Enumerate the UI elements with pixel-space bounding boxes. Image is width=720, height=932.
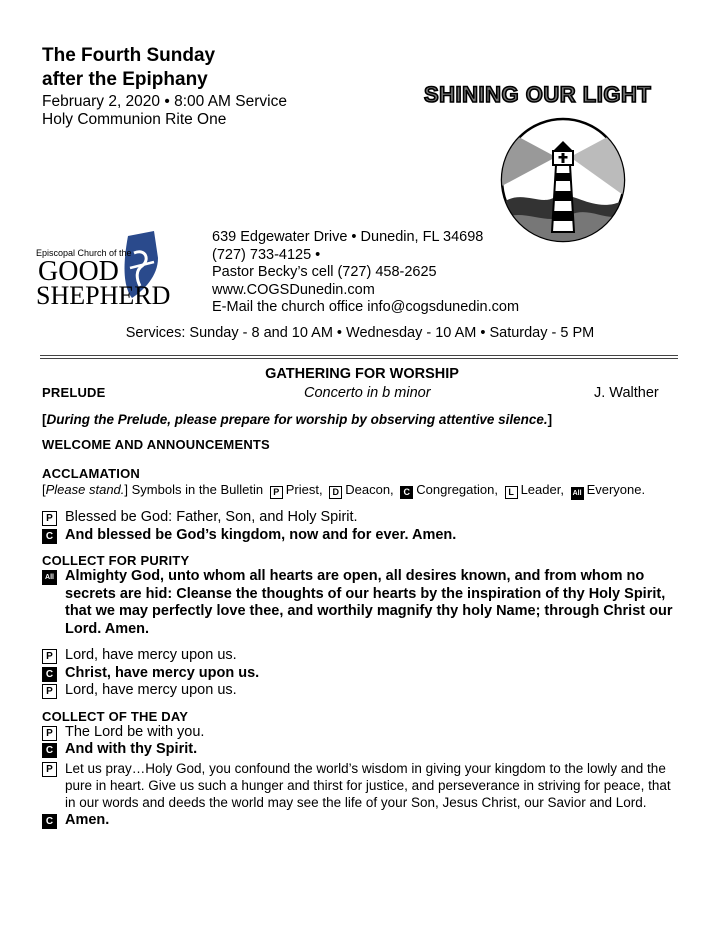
divider	[40, 355, 678, 359]
church-phone: (727) 733-4125 •	[212, 246, 321, 263]
deacon-symbol-icon: D	[329, 486, 342, 499]
symbol-legend: [Please stand.] Symbols in the Bulletin P Priest, D Deacon, C Congregation, L Leader, All Everyone.	[42, 481, 682, 500]
priest-symbol-icon: P	[42, 511, 57, 526]
priest-symbol-icon: P	[42, 684, 57, 699]
collect-day-amen: C Amen.	[42, 812, 682, 830]
priest-symbol-icon: P	[42, 762, 57, 777]
collect-day-line: P The Lord be with you.	[42, 724, 682, 742]
service-rite: Holy Communion Rite One	[42, 111, 227, 128]
kyrie-line: C Christ, have mercy upon us.	[42, 665, 682, 683]
service-date: February 2, 2020 • 8:00 AM Service	[42, 93, 287, 110]
congregation-symbol-icon: C	[42, 667, 57, 682]
congregation-symbol-icon: C	[42, 743, 57, 758]
prelude-label: PRELUDE	[42, 385, 106, 400]
prelude-note: [During the Prelude, please prepare for worship by observing attentive silence.]	[42, 412, 553, 427]
church-address: 639 Edgewater Drive • Dunedin, FL 34698	[212, 229, 484, 245]
acclamation-heading: ACCLAMATION	[42, 466, 140, 481]
priest-symbol-icon: P	[270, 486, 283, 499]
bulletin-body	[42, 366, 682, 829]
congregation-symbol-icon: C	[400, 486, 413, 499]
pastor-cell: Pastor Becky’s cell (727) 458-2625	[212, 264, 437, 280]
website-link[interactable]: www.COGSDunedin.com	[212, 281, 375, 298]
leader-symbol-icon: L	[505, 486, 518, 499]
section-title: GATHERING FOR WORSHIP	[265, 366, 459, 382]
congregation-symbol-icon: C	[42, 529, 57, 544]
acclamation-line: C And blessed be God’s kingdom, now and for ever. Amen.	[42, 527, 682, 545]
logo-small-text: Episcopal Church of the	[36, 248, 132, 258]
collect-purity-text: All Almighty God, unto whom all hearts are open, all desires known, and from whom no secrets are hid: Cleanse the thoughts of our hearts by the inspiration of thy Holy Spirit, that we may perfectly love thee, and worthily magnify thy holy Name; through Christ our Lord. Amen.	[42, 568, 682, 638]
collect-day-heading: COLLECT OF THE DAY	[42, 708, 189, 724]
contact-block	[212, 229, 519, 317]
service-info	[42, 93, 287, 129]
acclamation-lines	[42, 509, 682, 544]
kyrie-line: P Lord, have mercy upon us.	[42, 647, 682, 665]
welcome-heading: WELCOME AND ANNOUNCEMENTS	[42, 437, 270, 452]
logo-good-text: GOOD	[38, 256, 119, 287]
page-title: The Fourth Sunday after the Epiphany	[42, 45, 216, 90]
collect-purity-heading: COLLECT FOR PURITY	[42, 553, 190, 568]
logo-shepherd-text: SHEPHERD	[36, 281, 171, 308]
services-line: Services: Sunday - 8 and 10 AM • Wednesday - 10 AM • Saturday - 5 PM	[125, 325, 595, 341]
acclamation-line: P Blessed be God: Father, Son, and Holy Spirit.	[42, 509, 682, 527]
prelude-piece: Concerto in b minor	[304, 385, 431, 401]
church-logo	[36, 228, 206, 308]
kyrie-lines	[42, 647, 682, 700]
collect-day-line: C And with thy Spirit.	[42, 741, 682, 759]
prelude-row	[42, 384, 682, 402]
email-line[interactable]: E-Mail the church office info@cogsdunedin.com	[212, 299, 520, 315]
prelude-composer: J. Walther	[594, 385, 659, 401]
everyone-symbol-icon: All	[571, 487, 584, 500]
shining-banner: SHINING OUR LIGHT	[424, 82, 652, 107]
collect-day-prayer: P Let us pray…Holy God, you confound the world’s wisdom in giving your kingdom to the lowly and the pure in heart. Give us such a hunger and thirst for justice, and perseverance in striving for peace, that in our words and deeds the world may see the life of your Son, Jesus Christ, our Savior and Lord.	[42, 760, 682, 811]
congregation-symbol-icon: C	[42, 814, 57, 829]
everyone-symbol-icon: All	[42, 570, 57, 585]
kyrie-line: P Lord, have mercy upon us.	[42, 682, 682, 700]
priest-symbol-icon: P	[42, 726, 57, 741]
priest-symbol-icon: P	[42, 649, 57, 664]
